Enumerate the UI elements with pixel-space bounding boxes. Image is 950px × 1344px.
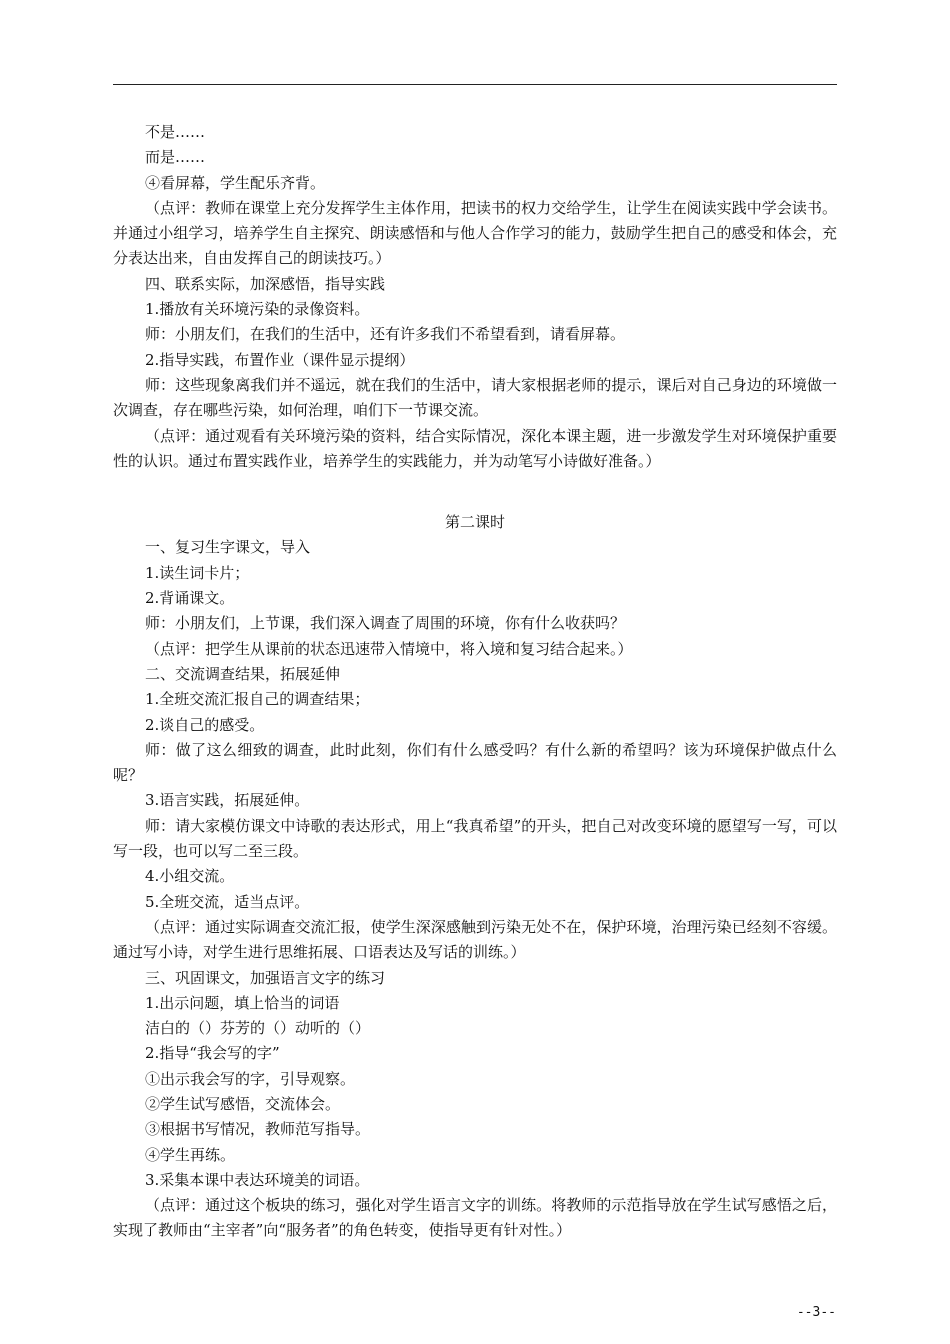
paragraph: （点评：把学生从课前的状态迅速带入情境中，将入境和复习结合起来。） xyxy=(145,639,633,658)
paragraph: 三、巩固课文，加强语言文字的练习 xyxy=(145,968,386,987)
paragraph: 2.指导实践，布置作业（课件显示提纲） xyxy=(145,350,415,369)
paragraph: （点评：通过这个板块的练习，强化对学生语言文字的训练。将教师的示范指导放在学生试写感悟之后，实现了教师由“主宰者”向“服务者”的角色转变，使指导更有针对性。） xyxy=(113,1196,837,1240)
header-rule xyxy=(113,84,837,85)
paragraph: （点评：通过观看有关环境污染的资料，结合实际情况，深化本课主题，进一步激发学生对环境保护重要性的认识。通过布置实践作业，培养学生的实践能力，并为动笔写小诗做好准备。） xyxy=(113,426,837,470)
paragraph: 洁白的（）芬芳的（）动听的（） xyxy=(145,1019,371,1038)
paragraph: 2.谈自己的感受。 xyxy=(145,715,265,734)
document-body xyxy=(113,120,837,1244)
paragraph: （点评：通过实际调查交流汇报，使学生深深感触到污染无处不在，保护环境，治理污染已经刻不容缓。通过写小诗，对学生进行思维拓展、口语表达及写话的训练。） xyxy=(113,917,837,962)
paragraph: 1.播放有关环境污染的录像资料。 xyxy=(145,300,370,319)
paragraph: 师：这些现象离我们并不遥远，就在我们的生活中，请大家根据老师的提示，课后对自己身边的环境做一次调查，存在哪些污染，如何治理，咱们下一节课交流。 xyxy=(113,375,837,420)
paragraph: ④看屏幕，学生配乐齐背。 xyxy=(145,173,326,192)
paragraph: 不是…… xyxy=(145,123,206,141)
paragraph: 师：做了这么细致的调查，此时此刻，你们有什么感受吗？有什么新的希望吗？该为环境保护做点什么呢？ xyxy=(113,740,837,785)
paragraph: 1.出示问题，填上恰当的词语 xyxy=(145,993,340,1012)
paragraph: 2.指导“我会写的字” xyxy=(145,1044,280,1063)
paragraph: 二、交流调查结果，拓展延伸 xyxy=(145,664,341,683)
page-number: --3-- xyxy=(796,1305,836,1320)
paragraph: 而是…… xyxy=(145,148,206,167)
paragraph: 师：小朋友们，在我们的生活中，还有许多我们不希望看到，请看屏幕。 xyxy=(145,325,626,344)
paragraph: 2.背诵课文。 xyxy=(145,589,235,608)
paragraph: 5.全班交流，适当点评。 xyxy=(145,892,310,911)
paragraph: ④学生再练。 xyxy=(145,1145,236,1164)
paragraph: 4.小组交流。 xyxy=(145,867,235,886)
paragraph: 1.读生词卡片； xyxy=(145,563,250,582)
paragraph: 师：小朋友们，上节课，我们深入调查了周围的环境，你有什么收获吗？ xyxy=(145,614,626,633)
paragraph: 一、复习生字课文，导入 xyxy=(145,538,311,557)
paragraph: ③根据书写情况，教师范写指导。 xyxy=(145,1120,371,1139)
lesson-two-section xyxy=(113,535,837,1243)
paragraph: 3.语言实践，拓展延伸。 xyxy=(145,791,310,810)
paragraph: 1.全班交流汇报自己的调查结果； xyxy=(145,690,370,709)
lesson-one-section xyxy=(113,120,837,474)
paragraph: ②学生试写感悟，交流体会。 xyxy=(145,1094,341,1113)
paragraph: 四、联系实际，加深感悟，指导实践 xyxy=(145,274,386,293)
paragraph: 3.采集本课中表达环境美的词语。 xyxy=(145,1170,370,1189)
section-heading: 第二课时 xyxy=(444,513,505,532)
paragraph: 师：请大家模仿课文中诗歌的表达形式，用上“我真希望”的开头，把自己对改变环境的愿望写一写，可以写一段，也可以写二至三段。 xyxy=(113,816,837,861)
paragraph: ①出示我会写的字，引导观察。 xyxy=(145,1069,356,1088)
paragraph: （点评：教师在课堂上充分发挥学生主体作用，把读书的权力交给学生，让学生在阅读实践中学会读书。并通过小组学习，培养学生自主探究、朗读感悟和与他人合作学习的能力，鼓励学生把自己的感受和体会，充分表达出来，自由发挥自己的朗读技巧。） xyxy=(113,198,837,268)
